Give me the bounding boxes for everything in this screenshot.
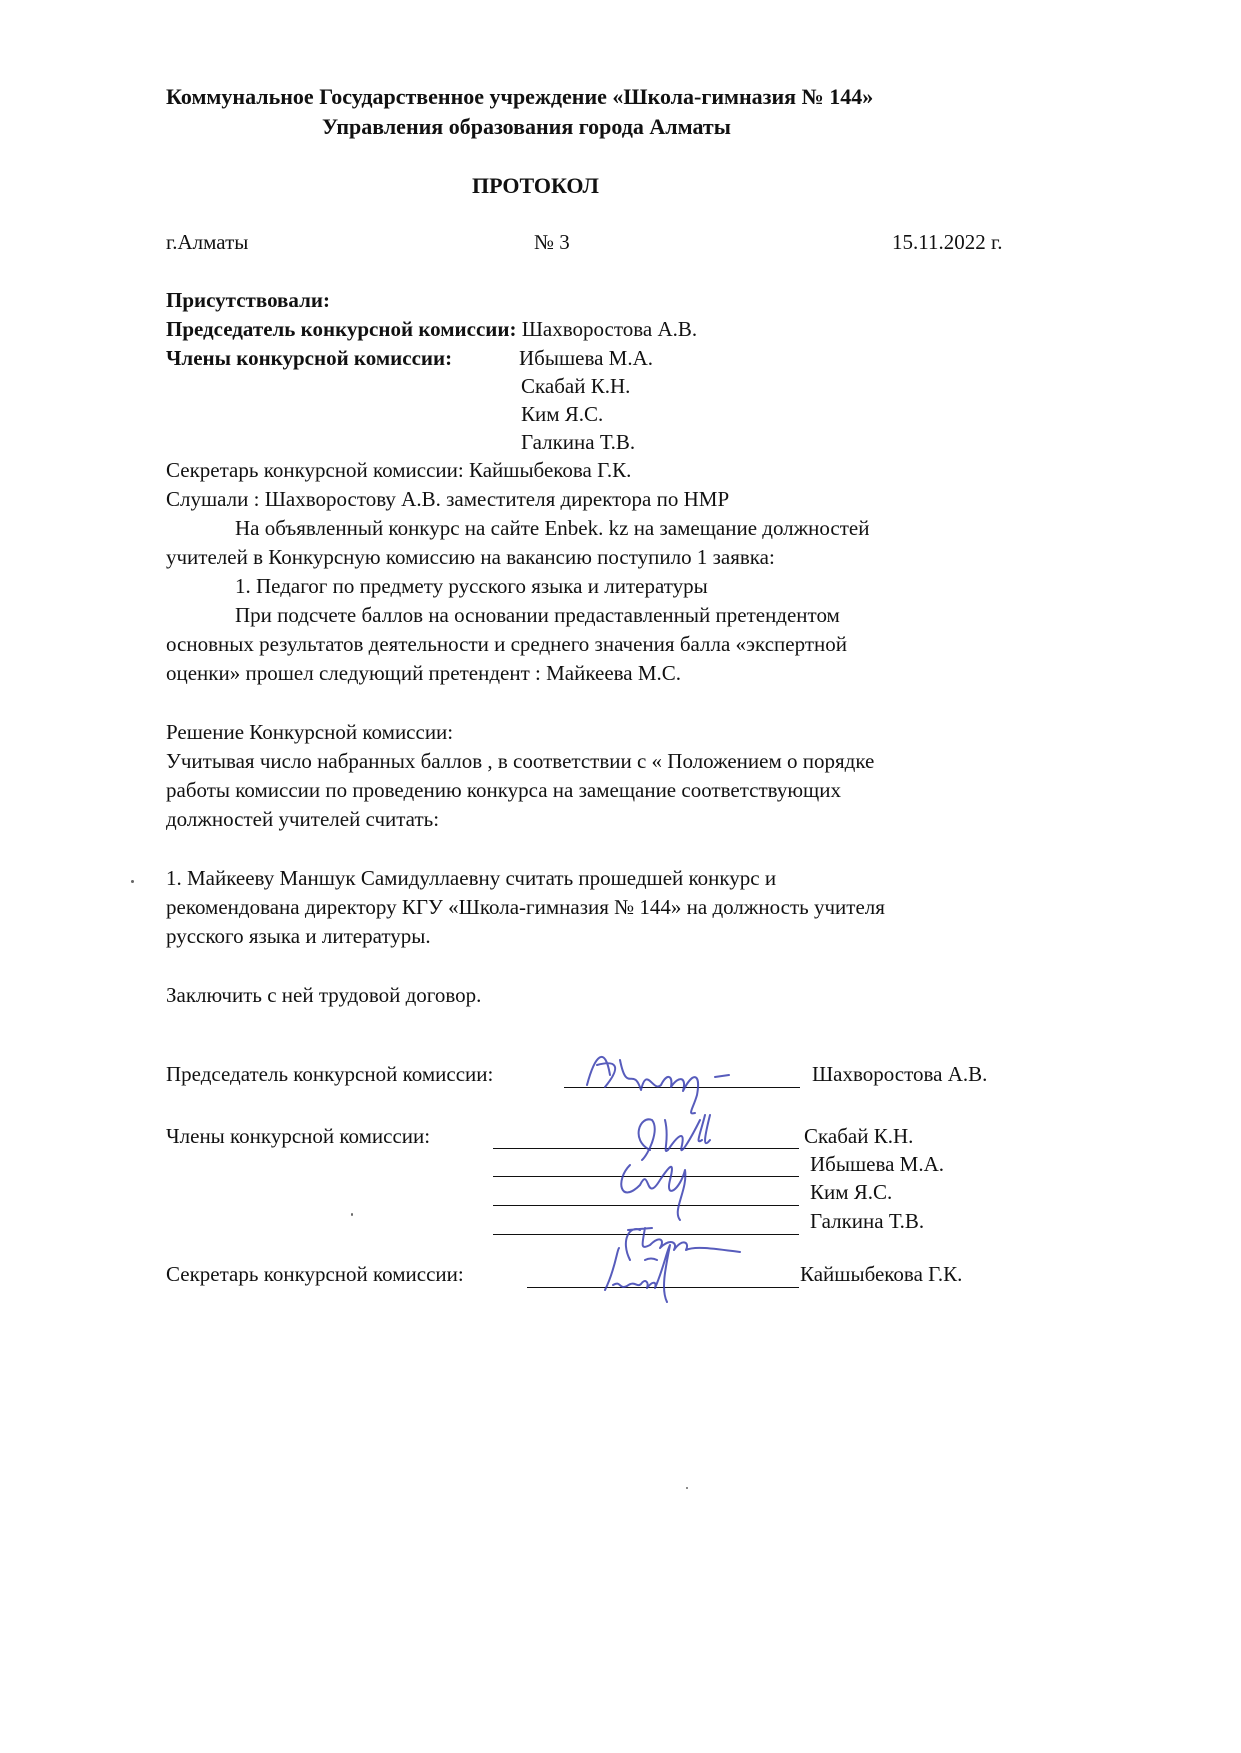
decision-line-1: Учитывая число набранных баллов , в соответствии с « Положением о порядке [166,749,875,773]
document-title: ПРОТОКОЛ [472,173,599,198]
sign-secretary-name: Кайшыбекова Г.К. [800,1262,963,1286]
heard-line: Слушали : Шахворостову А.В. заместителя директора по НМР [166,487,730,511]
chair-row [166,319,697,340]
secretary-line: Секретарь конкурсной комиссии: Кайшыбекова Г.К. [166,458,632,482]
scan-speck [131,880,134,883]
protocol-date: 15.11.2022 г. [892,230,1003,254]
paragraph-1-line-1: На объявленный конкурс на сайте Enbek. kz на замещание должностей [235,516,870,540]
sign-chair-name: Шахворостова А.В. [812,1062,988,1086]
paragraph-2-line-1: При подсчете баллов на основании предаставленный претендентом [235,603,840,627]
chair-signature [575,1035,795,1115]
member-name: Скабай К.Н. [521,374,631,398]
city: г.Алматы [166,230,249,254]
sign-member-name: Ибышева М.А. [810,1152,944,1176]
scan-speck [686,1487,688,1489]
vacancy-item: 1. Педагог по предмету русского языка и литературы [235,574,708,598]
member-name: Галкина Т.В. [521,430,636,454]
sign-chair-label: Председатель конкурсной комиссии: [166,1062,494,1086]
contract-line: Заключить с ней трудовой договор. [166,983,482,1007]
paragraph-2-line-2: основных результатов деятельности и среднего значения балла «экспертной [166,632,847,656]
org-name-line1: Коммунальное Государственное учреждение «Школа-гимназия № 144» [166,84,874,109]
member-name: Ким Я.С. [521,402,604,426]
decision-item-line-3: русского языка и литературы. [166,924,431,948]
member-name: Ибышева М.А. [519,346,653,370]
paragraph-2-line-3: оценки» прошел следующий претендент : Майкеева М.С. [166,661,682,685]
sign-member-name: Галкина Т.В. [810,1209,925,1233]
attendance-heading: Присутствовали: [166,288,330,312]
scan-speck [351,1213,353,1216]
secretary-signature [595,1240,705,1310]
decision-item-line-2: рекомендована директору КГУ «Школа-гимназия № 144» на должность учителя [166,895,885,919]
members-label: Члены конкурсной комиссии: [166,346,453,370]
decision-line-2: работы комиссии по проведению конкурса на замещание соответствующих [166,778,841,802]
decision-line-3: должностей учителей считать: [166,807,440,831]
sign-member-name: Скабай К.Н. [804,1124,914,1148]
decision-item-line-1: 1. Майкееву Маншук Самидуллаевну считать прошедшей конкурс и [166,866,777,890]
org-name-line2: Управления образования города Алматы [322,114,731,139]
sign-member-name: Ким Я.С. [810,1180,893,1204]
decision-heading: Решение Конкурсной комиссии: [166,720,454,744]
sign-secretary-label: Секретарь конкурсной комиссии: [166,1262,464,1286]
chair-name: Шахворостова А.В. [521,317,698,341]
chair-label: Председатель конкурсной комиссии: [166,317,517,341]
sign-members-label: Члены конкурсной комиссии: [166,1124,431,1148]
protocol-number: № 3 [534,230,570,254]
paragraph-1-line-2: учителей в Конкурсную комиссию на вакансию поступило 1 заявка: [166,545,775,569]
members-signatures [590,1110,770,1260]
